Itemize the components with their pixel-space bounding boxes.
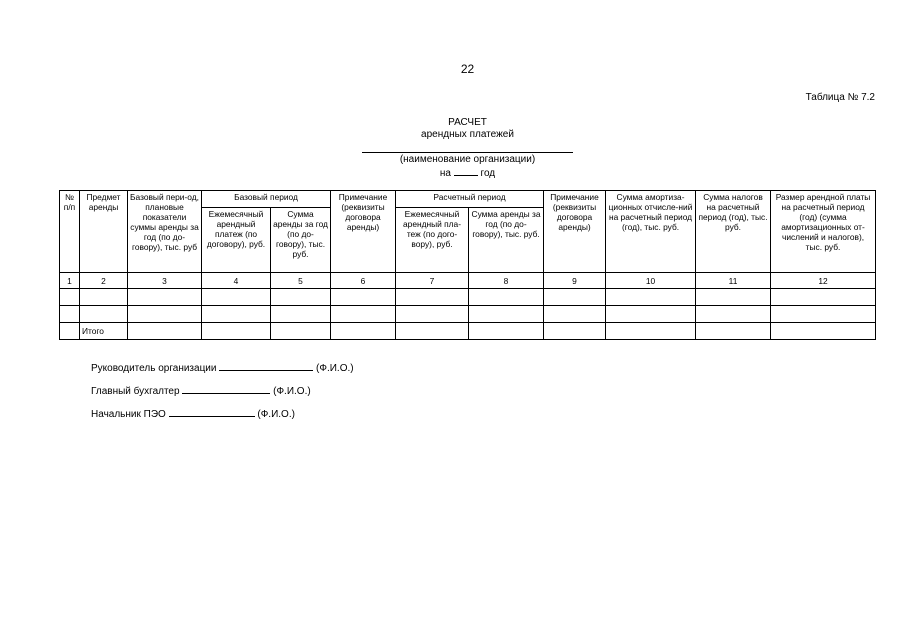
- header-calc-period: Расчетный период: [396, 191, 544, 208]
- table-row: [60, 289, 876, 306]
- accountant-signature-line[interactable]: [182, 383, 270, 394]
- table-cell[interactable]: [606, 323, 696, 340]
- table-row: [60, 306, 876, 323]
- header-depreciation: Сумма амортиза-ционных отчисле-ний на расчетный период (год), тыс. руб.: [606, 191, 696, 273]
- peo-head-signature-line[interactable]: [169, 406, 255, 417]
- table-cell[interactable]: [696, 306, 771, 323]
- table-cell[interactable]: [80, 289, 128, 306]
- column-number: 3: [128, 273, 202, 289]
- column-numbers-row: [60, 273, 876, 289]
- table-cell[interactable]: [469, 323, 544, 340]
- header-calc-sum: Сумма аренды за год (по до-говору), тыс. руб.: [469, 208, 544, 273]
- column-number: 11: [696, 273, 771, 289]
- table-cell[interactable]: [271, 306, 331, 323]
- header-base-indicators: Базовый пери-од, плановые показатели суммы аренды за год (по до-говору), тыс. руб: [128, 191, 202, 273]
- column-number: 9: [544, 273, 606, 289]
- header-calc-monthly: Ежемесячный арендный пла-теж (по дого-вору), руб.: [396, 208, 469, 273]
- table-cell[interactable]: [469, 289, 544, 306]
- year-blank: [454, 166, 478, 176]
- table-cell[interactable]: [771, 323, 876, 340]
- table-cell[interactable]: [544, 306, 606, 323]
- year-prefix: на: [439, 168, 451, 179]
- title-line-1: РАСЧЕТ: [448, 117, 487, 128]
- table-cell[interactable]: [331, 289, 396, 306]
- total-row: [60, 323, 876, 340]
- table-cell[interactable]: [544, 323, 606, 340]
- director-signature-line[interactable]: [219, 360, 313, 371]
- total-label: Итого: [80, 323, 128, 340]
- table-cell[interactable]: [771, 289, 876, 306]
- table-cell[interactable]: [202, 306, 271, 323]
- rent-payments-table: [59, 190, 876, 340]
- page-number: 22: [460, 62, 475, 76]
- header-base-sum: Сумма аренды за год (по до-говору), тыс. руб.: [271, 208, 331, 273]
- director-fio: (Ф.И.О.): [316, 363, 354, 374]
- table-cell[interactable]: [60, 323, 80, 340]
- column-number: 5: [271, 273, 331, 289]
- title-line-2: арендных платежей: [421, 129, 514, 140]
- table-cell[interactable]: [771, 306, 876, 323]
- column-number: 6: [331, 273, 396, 289]
- peo-head-signature: [91, 406, 295, 420]
- column-number: 1: [60, 273, 80, 289]
- column-number: 4: [202, 273, 271, 289]
- year-line: [0, 166, 905, 179]
- accountant-signature: [91, 383, 311, 397]
- table-cell[interactable]: [202, 323, 271, 340]
- table-cell[interactable]: [544, 289, 606, 306]
- peo-head-fio: (Ф.И.О.): [257, 409, 295, 420]
- column-number: 8: [469, 273, 544, 289]
- header-base-period: Базовый период: [202, 191, 331, 208]
- peo-head-label: Начальник ПЭО: [91, 409, 166, 420]
- table-cell[interactable]: [396, 289, 469, 306]
- accountant-fio: (Ф.И.О.): [273, 386, 311, 397]
- header-base-monthly: Ежемесячный арендный платеж (по договору), руб.: [202, 208, 271, 273]
- table-cell[interactable]: [202, 289, 271, 306]
- table-cell[interactable]: [696, 323, 771, 340]
- table-cell[interactable]: [606, 306, 696, 323]
- table-cell[interactable]: [128, 289, 202, 306]
- column-number: 7: [396, 273, 469, 289]
- table-cell[interactable]: [60, 289, 80, 306]
- year-suffix: год: [480, 168, 496, 179]
- accountant-label: Главный бухгалтер: [91, 386, 180, 397]
- header-subject: Предмет аренды: [80, 191, 128, 273]
- table-cell[interactable]: [469, 306, 544, 323]
- director-label: Руководитель организации: [91, 363, 217, 374]
- document-title: [0, 117, 905, 141]
- table-cell[interactable]: [606, 289, 696, 306]
- header-num: № п/п: [60, 191, 80, 273]
- organization-label: (наименование организации): [399, 154, 536, 165]
- header-note-1: Примечание (реквизиты договора аренды): [331, 191, 396, 273]
- column-number: 10: [606, 273, 696, 289]
- column-number: 2: [80, 273, 128, 289]
- table-cell[interactable]: [396, 306, 469, 323]
- column-number: 12: [771, 273, 876, 289]
- table-number: Таблица № 7.2: [805, 92, 875, 103]
- director-signature: [91, 360, 354, 374]
- table-cell[interactable]: [271, 323, 331, 340]
- table-cell[interactable]: [331, 306, 396, 323]
- table-cell[interactable]: [80, 306, 128, 323]
- table-cell[interactable]: [696, 289, 771, 306]
- header-taxes: Сумма налогов на расчетный период (год), тыс. руб.: [696, 191, 771, 273]
- table-cell[interactable]: [271, 289, 331, 306]
- table-cell[interactable]: [396, 323, 469, 340]
- table-cell[interactable]: [128, 306, 202, 323]
- organization-name-line: [362, 152, 573, 153]
- table-cell[interactable]: [60, 306, 80, 323]
- table-cell[interactable]: [128, 323, 202, 340]
- header-payment-size: Размер арендной платы на расчетный период (год) (сумма амортизационных от-числений и налогов), тыс. руб.: [771, 191, 876, 273]
- header-note-2: Примечание (реквизиты договора аренды): [544, 191, 606, 273]
- table-cell[interactable]: [331, 323, 396, 340]
